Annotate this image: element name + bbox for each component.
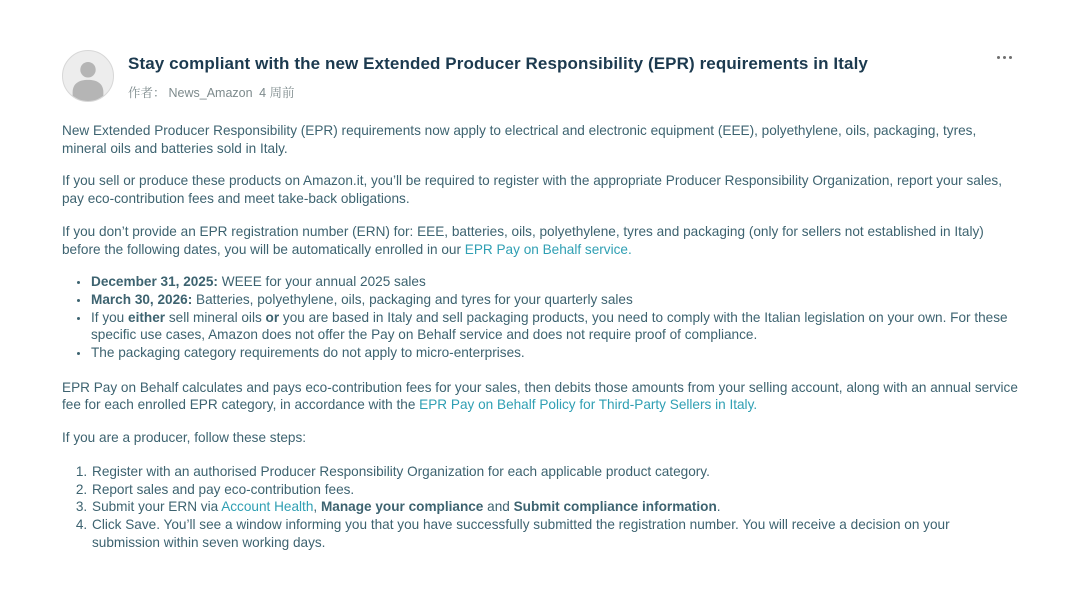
posted-ago: 4 周前 [259,86,295,100]
paragraph-producer-steps-intro: If you are a producer, follow these steps: [62,430,307,446]
ellipsis-icon [997,56,1012,59]
post-title: Stay compliant with the new Extended Producer Responsibility (EPR) requirements in Italy [128,54,868,73]
epr-pay-on-behalf-service-link[interactable]: EPR Pay on Behalf service. [464,241,632,257]
step-item-click-save: 4. Click Save. You’ll see a window informing you that you have successfully submitted the registration number. You will receive a decision on your submission within seven working days. [91,516,1018,551]
step-item-register: 1. Register with an authorised Producer Responsibility Organization for each applicable product category. [91,463,1018,481]
step-item-submit-ern: 3. Submit your ERN via Account Health, Manage your compliance and Submit compliance information. [91,498,1018,516]
avatar [62,50,114,102]
deadline-bullet-list [62,273,1018,362]
paragraph-seller-obligations: If you sell or produce these products on Amazon.it, you’ll be required to register with the appropriate Producer Responsibility Organization, report your sales, pay eco-contribution fees and meet take-back obligations. [62,173,1002,207]
post-body [62,122,1018,551]
producer-steps-list [62,463,1018,552]
author-name: News_Amazon [168,86,253,100]
byline [128,83,868,101]
step-item-report-sales: 2. Report sales and pay eco-contribution fees. [91,481,1018,499]
post-header-text [128,50,868,101]
bullet-item-micro-enterprises: • The packaging category requirements do not apply to micro-enterprises. [90,344,1018,362]
bullet-item-quarterly-deadline: • March 30, 2026: Batteries, polyethylene, oils, packaging and tyres for your quarterly sales [90,291,1018,309]
account-health-link[interactable]: Account Health [221,499,314,515]
epr-pay-on-behalf-policy-link[interactable]: EPR Pay on Behalf Policy for Third-Party Sellers in Italy. [419,397,758,413]
post-header [62,50,1018,102]
bullet-item-mineral-oils-exception: • If you either sell mineral oils or you are based in Italy and sell packaging products, you need to comply with the Italian legislation on your own. For these specific use cases, Amazon does not offer the Pay on Behalf service and does not require proof of compliance. [90,309,1018,344]
paragraph-pay-on-behalf-details: EPR Pay on Behalf calculates and pays eco-contribution fees for your sales, then debits those amounts from your selling account, along with an annual service fee for each enrolled EPR category, in accordance with the EPR Pay on Behalf Policy for Third-Party Sellers in Italy. [62,379,1018,413]
more-options-button[interactable] [993,52,1016,63]
person-icon [63,50,113,102]
paragraph-epr-intro: New Extended Producer Responsibility (EPR) requirements now apply to electrical and electronic equipment (EEE), polyethylene, oils, packaging, tyres, mineral oils and batteries sold in Italy. [62,123,977,156]
bullet-item-weee-deadline: • December 31, 2025: WEEE for your annual 2025 sales [90,273,1018,291]
author-label: 作者： [128,86,166,100]
paragraph-deadlines-intro: If you don’t provide an EPR registration number (ERN) for: EEE, batteries, oils, polyethylene, tyres and packaging (only for sellers not established in Italy) before the following dates, you will be automatically enrolled in our EPR Pay on Behalf service. [62,223,984,257]
